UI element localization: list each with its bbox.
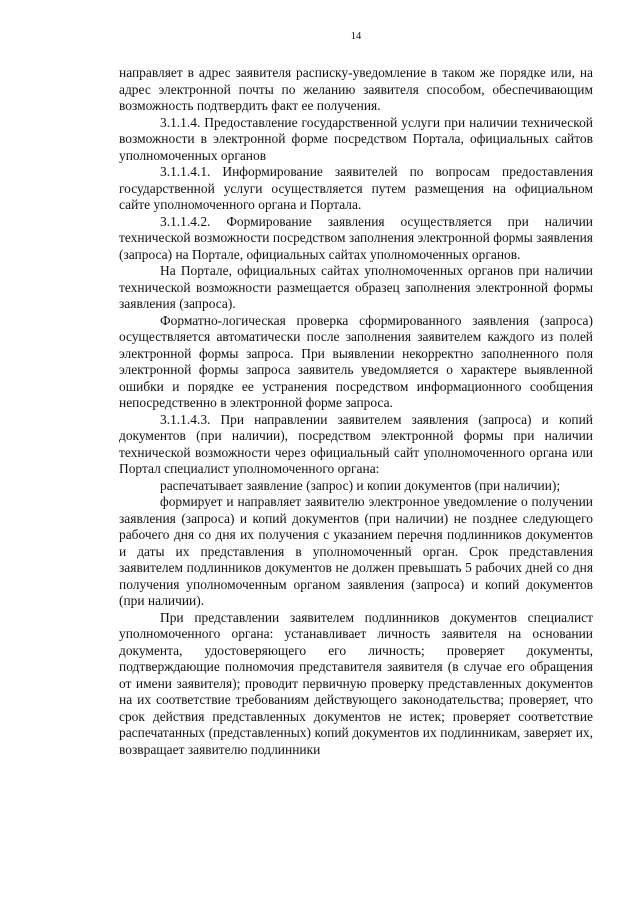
paragraph-3-1-1-4-2: 3.1.1.4.2. Формирование заявления осуществляется при наличии технической возможности посредством заполнения электронной формы заявления (запроса) на Портале, официальных сайтах уполномоченных органов. xyxy=(119,213,593,262)
paragraph-continuation: направляет в адрес заявителя расписку-уведомление в таком же порядке или, на адрес электронной почты по желанию заявителя способом, обеспечивающим возможность подтвердить факт ее получения. xyxy=(119,65,593,113)
page-number: 14 xyxy=(350,31,362,42)
paragraph-3-1-1-4-heading: 3.1.1.4. Предоставление государственной услуги при наличии технической возможности в электронной форме посредством Портала, официальных сайтов уполномоченных органов xyxy=(119,114,593,163)
paragraph-notification: формирует и направляет заявителю электронное уведомление о получении заявления (запроса) и копий документов (при наличии) не позднее следующего рабочего дня со дня их получения с указанием перечня подлинников документов и даты их представления в уполномоченный орган. Срок представления заявителем подлинников документов не должен превышать 5 рабочих дней со дня получения уполномоченным органом заявления (запроса) и копий документов (при наличии). xyxy=(119,494,593,608)
paragraph-originals-check: При представлении заявителем подлинников документов специалист уполномоченного органа: устанавливает личность заявителя на основании документа, удостоверяющего его личность; проверяет документы, подтверждающие полномочия представителя заявителя (в случае его обращения от имени заявителя); проводит первичную проверку представленных документов на их соответствие требованиям действующего законодательства; проверяет, что срок действия представленных документов не истек; проверяет соответствие распечатанных (представленных) копий документов их подлинникам, заверяет их, возвращает заявителю подлинники xyxy=(119,609,593,757)
paragraph-format-check: Форматно-логическая проверка сформированного заявления (запроса) осуществляется автоматически после заполнения заявителем каждого из полей электронной формы запроса. При выявлении некорректно заполненного поля электронной формы запроса заявитель уведомляется о характере выявленной ошибки и порядке ее устранения посредством информационного сообщения непосредственно в электронной форме запроса. xyxy=(119,312,593,410)
paragraph-print-application: распечатывает заявление (запрос) и копии документов (при наличии); xyxy=(160,477,561,493)
paragraph-portal-sample: На Портале, официальных сайтах уполномоченных органов при наличии технической возможности размещается образец заполнения электронной формы заявления (запроса). xyxy=(119,263,593,311)
paragraph-3-1-1-4-3: 3.1.1.4.3. При направлении заявителем заявления (запроса) и копий документов (при наличии), посредством электронной формы при наличии технической возможности через официальный сайт уполномоченного органа или Портал специалист уполномоченного органа: xyxy=(119,411,593,476)
document-body xyxy=(119,65,593,758)
paragraph-3-1-1-4-1: 3.1.1.4.1. Информирование заявителей по вопросам предоставления государственной услуги осуществляется путем размещения на официальном сайте уполномоченного органа и Портала. xyxy=(119,164,593,212)
